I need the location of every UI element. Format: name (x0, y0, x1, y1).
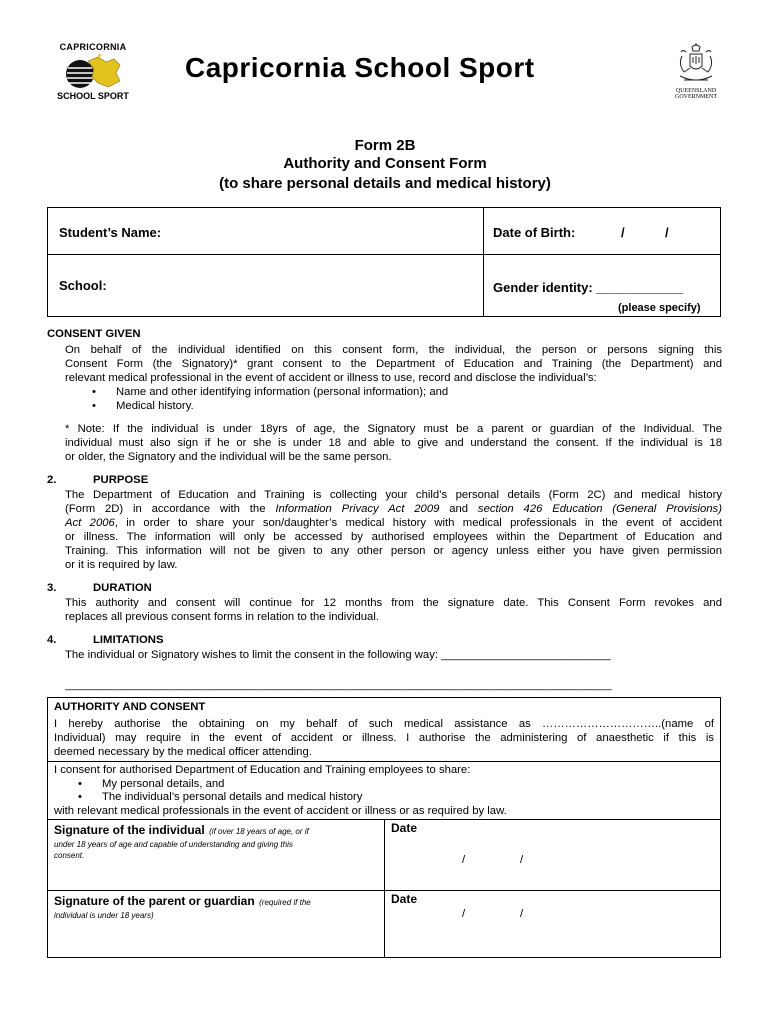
parent-signature-label: Signature of the parent or guardian (54, 894, 255, 908)
note-line-2: individual must also sign if he or she is under 18 and able to give and understand the consent. If the individual is 18 (65, 437, 722, 449)
dob-separator-1: / (621, 225, 625, 240)
consent-line-2: Consent Form (the Signatory)* grant consent to the Department of Education and Training (the Department) and (65, 358, 722, 370)
parent-date-label: Date (391, 892, 418, 906)
consent-bullet-1 (116, 385, 448, 399)
purpose-line-1: The Department of Education and Training is collecting your child’s personal details (Form 2C) and medical history (65, 489, 722, 501)
note-line-3: or older, the Signatory and the individual will be the same person. (65, 451, 392, 463)
student-name-label: Student’s Name: (59, 225, 162, 240)
individual-date-label: Date (391, 821, 418, 835)
authority-heading: AUTHORITY AND CONSENT (54, 701, 206, 713)
coat-of-arms-icon (676, 42, 716, 86)
consent-note (65, 422, 722, 464)
limitations-line-1[interactable]: The individual or Signatory wishes to limit the consent in the following way: ___________________________ (65, 649, 611, 661)
individual-date-sep-1: / (462, 854, 466, 866)
share-bullet-2 (102, 790, 362, 804)
consent-line-1: On behalf of the individual identified on this consent form, the individual, the person or persons signing this (65, 344, 722, 356)
purpose-heading: PURPOSE (93, 474, 149, 486)
purpose-number: 2. (47, 474, 57, 486)
authority-consent-box (47, 697, 721, 958)
capricornia-school-sport-logo (52, 42, 134, 102)
consent-paragraph (65, 343, 722, 385)
purpose-act-2-year: Act 2006 (65, 517, 115, 529)
individual-signature-note-a: (if over 18 years of age, or if (209, 827, 309, 836)
duration-number: 3. (47, 582, 57, 594)
duration-line-1: This authority and consent will continue for 12 months from the signature date. This Consent Form revokes and (65, 597, 722, 609)
logo-top-text: CAPRICORNIA (59, 42, 127, 52)
parent-date-sep-1: / (462, 908, 466, 920)
individual-date-sep-2: / (520, 854, 524, 866)
student-details-box (47, 207, 721, 317)
parent-signature-note-b: individual is under 18 years) (54, 911, 154, 920)
authority-line-1: I hereby authorise the obtaining on my behalf of such medical assistance as …………………………..(name of (54, 718, 714, 730)
purpose-line-6: or it is required by law. (65, 559, 178, 571)
authority-line-2: Individual) may require in the event of accident or illness. I authorise the administering of anaesthetic if this is (54, 732, 714, 744)
authority-paragraph (54, 717, 714, 759)
qld-line-1: QUEENSLAND (675, 88, 717, 94)
sport-emblem-icon (64, 53, 126, 91)
consent-heading: CONSENT GIVEN (47, 328, 141, 340)
form-number: Form 2B (354, 137, 416, 154)
dob-label: Date of Birth: (493, 225, 576, 240)
parent-date-sep-2: / (520, 908, 524, 920)
form-subtitle: (to share personal details and medical history) (219, 175, 551, 192)
note-line-1: * Note: If the individual is under 18yrs of age, the Signatory must be a parent or guardian of the Individual. The (65, 423, 722, 435)
individual-signature-field[interactable] (54, 821, 379, 861)
individual-signature-note-b: under 18 years of age and capable of understanding and giving this (54, 840, 293, 849)
purpose-act-1: Information Privacy Act 2009 (275, 503, 440, 515)
gender-hint: (please specify) (618, 302, 701, 314)
authority-line-3: deemed necessary by the medical officer attending. (54, 746, 312, 758)
form-title: Authority and Consent Form (283, 155, 487, 172)
limitations-heading: LIMITATIONS (93, 634, 164, 646)
purpose-line-3b: , in order to share your son/daughter’s medical history with medical professionals in the event of accident (114, 517, 722, 529)
share-bullet-1 (102, 777, 224, 791)
school-label: School: (59, 278, 107, 293)
consent-bullet-2 (116, 399, 194, 413)
parent-signature-note-a: (required if the (259, 898, 311, 907)
limitations-number: 4. (47, 634, 57, 646)
duration-heading: DURATION (93, 582, 152, 594)
share-bullet-1-text: My personal details, and (102, 778, 225, 790)
share-line-1: I consent for authorised Department of Education and Training employees to share: (54, 764, 471, 776)
share-line-4: with relevant medical professionals in the event of accident or illness or as required by law. (54, 805, 507, 817)
purpose-line-5: Training. This information will not be given to any other person or agency unless either you have given permission (65, 545, 722, 557)
duration-line-2: replaces all previous consent forms in relation to the individual. (65, 611, 379, 623)
share-bullet-2-text: The individual’s personal details and medical history (102, 791, 363, 803)
individual-signature-note-c: consent. (54, 851, 85, 860)
consent-line-3: relevant medical professional in the event of accident or illness to use, record and disclose the individual’s: (65, 372, 597, 384)
purpose-paragraph (65, 488, 722, 572)
dob-separator-2: / (665, 225, 669, 240)
page-title: Capricornia School Sport (185, 52, 535, 83)
bullet-2-text: Medical history. (116, 400, 194, 412)
logo-bottom-text: SCHOOL SPORT (57, 91, 129, 101)
purpose-line-2 (65, 502, 722, 516)
duration-paragraph (65, 596, 722, 624)
qld-line-2: GOVERNMENT (675, 94, 717, 100)
individual-signature-label: Signature of the individual (54, 823, 205, 837)
parent-signature-field[interactable] (54, 892, 379, 921)
purpose-line-4: or illness. The information will only be accessed by authorised employees within the Department of Education and (65, 531, 722, 543)
purpose-line-2c: and (439, 503, 478, 515)
purpose-line-3 (65, 516, 722, 530)
purpose-line-2a: (Form 2D) in accordance with the (65, 503, 276, 515)
queensland-government-logo (664, 42, 728, 102)
limitations-line-2[interactable]: _______________________________________________________________________________________ (65, 679, 612, 691)
purpose-act-2: section 426 Education (General Provisions) (477, 503, 722, 515)
gender-label: Gender identity: ____________ (493, 280, 684, 295)
bullet-1-text: Name and other identifying information (personal information); and (116, 386, 449, 398)
